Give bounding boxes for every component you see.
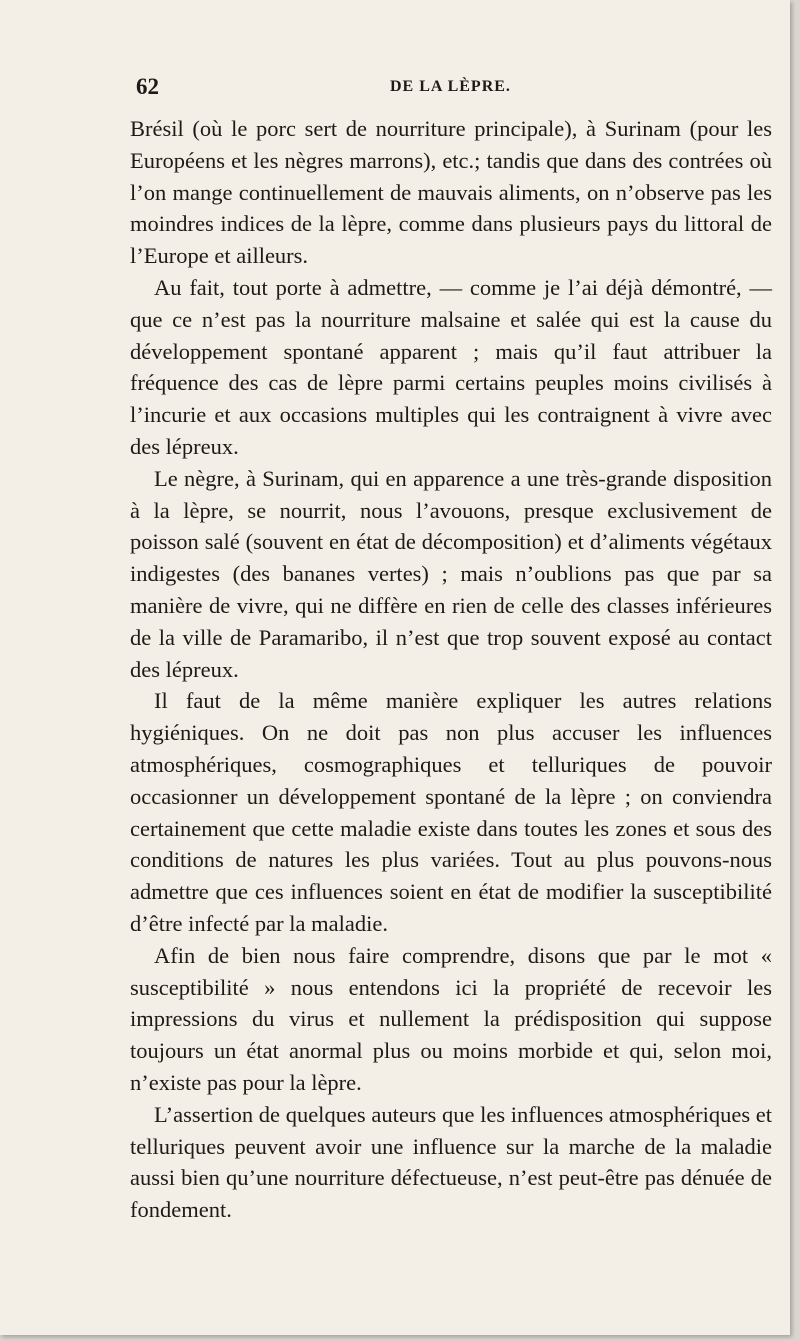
paragraph: Il faut de la même manière expliquer les autres relations hygiéniques. On ne doit pas non plus accuser les influences atmosphériques, cosmographiques et telluriques de pouvoir occasionner un développement spontané de la lèpre ; on conviendra certainement que cette maladie existe dans toutes les zones et sous des conditions de natures les plus variées. Tout au plus pouvons-nous admettre que ces influences soient en état de modifier la susceptibilité d’être infecté par la maladie. xyxy=(130,688,772,936)
paragraph: L’assertion de quelques auteurs que les influences atmosphériques et telluriques peuvent avoir une influence sur la marche de la maladie aussi bien qu’une nourriture défectueuse, n’est peut-être pas dénuée de fondement. xyxy=(130,1101,772,1223)
paragraph: Au fait, tout porte à admettre, — comme je l’ai déjà démontré, — que ce n’est pas la nourriture malsaine et salée qui est la cause du développement spontané apparent ; mais qu’il faut attribuer la fréquence des cas de lèpre parmi certains peuples moins civilisés à l’incurie et aux occasions multiples qui les contraignent à vivre avec des lépreux. xyxy=(130,274,772,459)
page-header xyxy=(136,74,776,104)
running-title: DE LA LÈPRE. xyxy=(390,78,511,95)
paragraph: Le nègre, à Surinam, qui en apparence a une très-grande disposition à la lèpre, se nourrit, nous l’avouons, presque exclusivement de poisson salé (souvent en état de décomposition) et d’aliments végétaux indigestes (des bananes vertes) ; mais n’oublions pas que par sa manière de vivre, qui ne diffère en rien de celle des classes inférieures de la ville de Paramaribo, il n’est que trop souvent exposé au contact des lépreux. xyxy=(130,465,772,682)
paragraph: Afin de bien nous faire comprendre, disons que par le mot « susceptibilité » nous entendons ici la propriété de recevoir les impressions du virus et nullement la prédisposition qui suppose toujours un état anormal plus ou moins morbide et qui, selon moi, n’existe pas pour la lèpre. xyxy=(130,942,772,1095)
paragraph: Brésil (où le porc sert de nourriture principale), à Surinam (pour les Européens et les nègres marrons), etc.; tandis que dans des contrées où l’on mange continuellement de mauvais aliments, on n’observe pas les moindres indices de la lèpre, comme dans plusieurs pays du littoral de l’Europe et ailleurs. xyxy=(130,116,772,269)
body-text xyxy=(130,113,772,1226)
page-number: 62 xyxy=(136,74,159,99)
